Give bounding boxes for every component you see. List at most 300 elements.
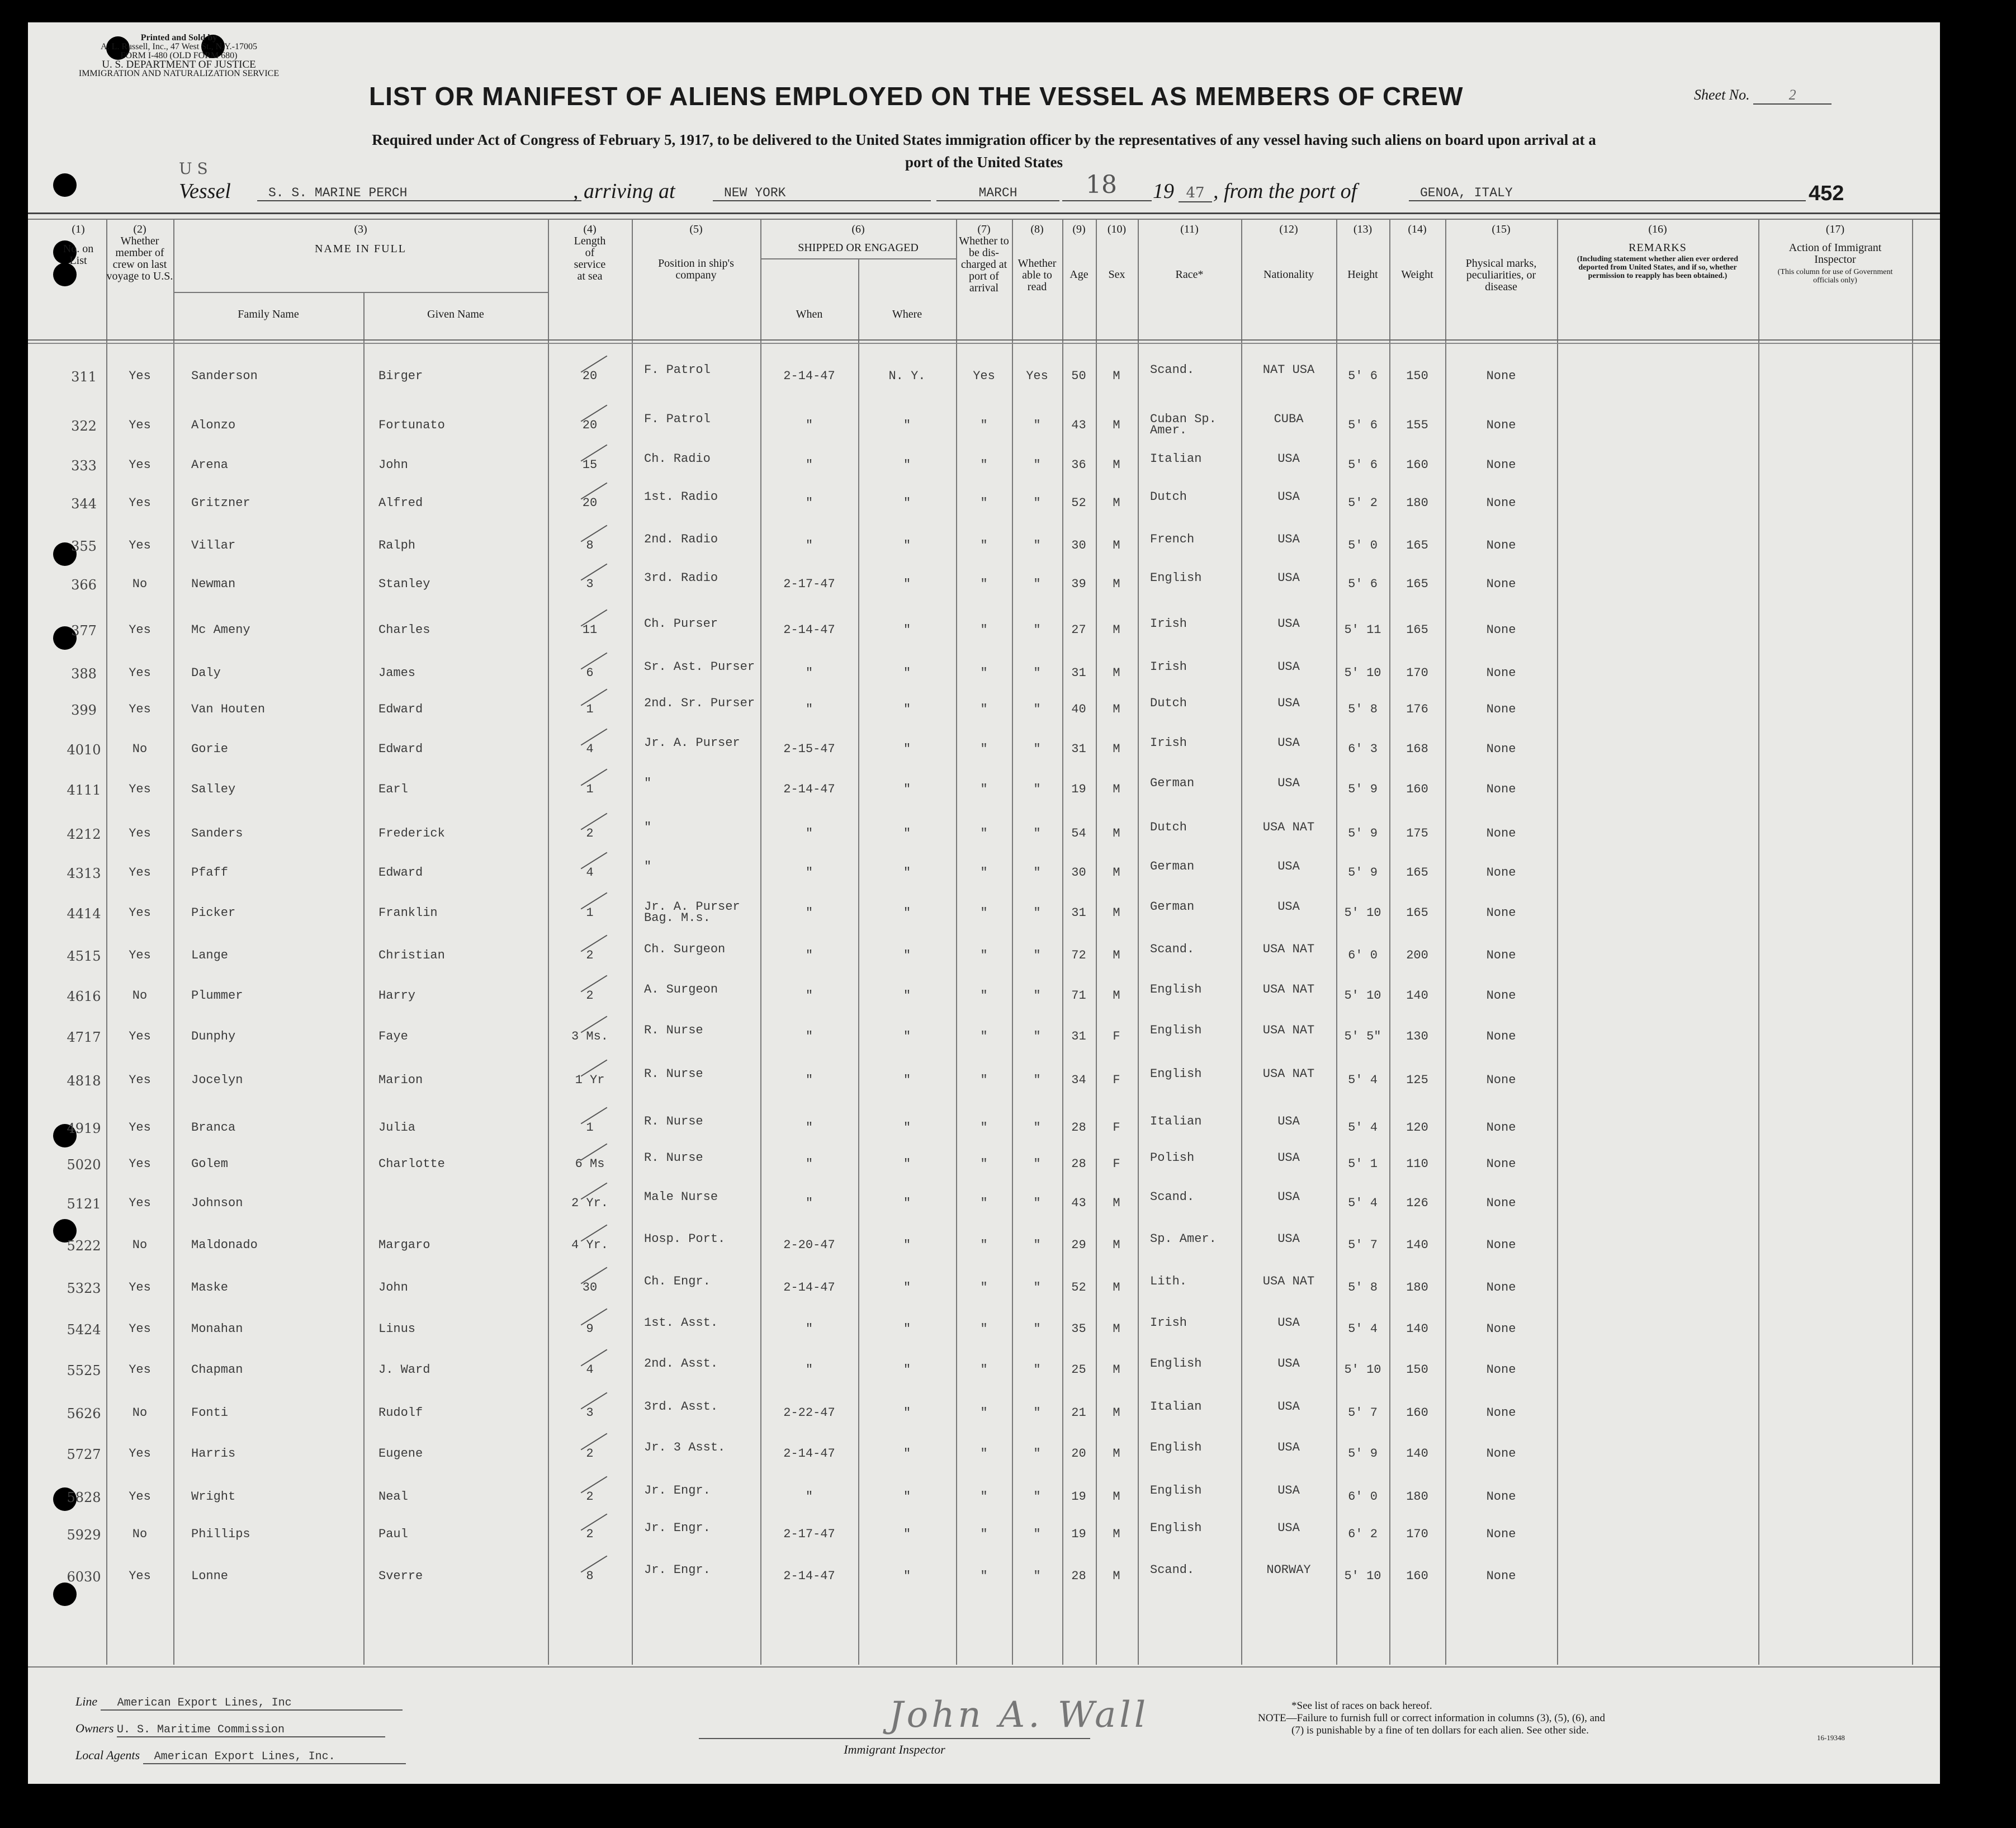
table-cell-age: 29: [1071, 1238, 1086, 1252]
column-rule: [1557, 219, 1558, 1665]
table-cell-marks: None: [1486, 866, 1516, 880]
column-rule: [760, 219, 761, 1665]
column-rule: [956, 219, 957, 1665]
col12-title: Nationality: [1263, 268, 1314, 281]
table-cell-given: Birger: [378, 369, 423, 383]
table-cell-height: 5' 4: [1348, 1073, 1378, 1087]
column-rule: [1758, 219, 1759, 1665]
table-cell-svc: 1: [586, 702, 594, 716]
table-cell-age: 34: [1071, 1073, 1086, 1087]
year: 47: [1179, 185, 1212, 202]
table-cell-marks: None: [1486, 702, 1516, 716]
table-cell-voy: Yes: [129, 1196, 151, 1210]
col4-num: (4): [583, 223, 597, 235]
table-cell-marks: None: [1486, 418, 1516, 432]
table-cell-voy: Yes: [129, 826, 151, 840]
table-cell-height: 6' 0: [1348, 948, 1378, 962]
col3-num: (3): [354, 223, 367, 235]
table-cell-height: 5' 10: [1344, 666, 1381, 680]
table-cell-given: Eugene: [378, 1447, 423, 1461]
table-cell-read: ": [1033, 458, 1041, 472]
column-rule: [1336, 219, 1337, 1665]
table-cell-age: 31: [1071, 906, 1086, 920]
table-cell-age: 19: [1071, 782, 1086, 796]
table-cell-marks: None: [1486, 458, 1516, 472]
table-cell-age: 20: [1071, 1447, 1086, 1461]
table-cell-nat: USA NAT: [1262, 1023, 1315, 1037]
col17-header: [1758, 224, 1912, 285]
table-cell-age: 28: [1071, 1569, 1086, 1583]
table-cell-weight: 180: [1406, 1281, 1428, 1295]
table-cell-race: Cuban Sp. Amer.: [1150, 412, 1217, 437]
table-cell-race: Italian: [1150, 452, 1202, 466]
table-cell-age: 31: [1071, 666, 1086, 680]
col7-title: Whether to be dis-charged at port of arrival: [959, 235, 1009, 294]
table-cell-sex: M: [1113, 866, 1120, 880]
table-cell-svc: 6: [586, 666, 594, 680]
table-cell-where: ": [903, 1196, 911, 1210]
table-cell-height: 5' 2: [1348, 496, 1378, 510]
table-cell-height: 5' 9: [1348, 1447, 1378, 1461]
table-cell-weight: 155: [1406, 418, 1428, 432]
table-cell-family: Golem: [191, 1157, 229, 1171]
table-cell-height: 5' 10: [1344, 1569, 1381, 1583]
table-cell-height: 5' 4: [1348, 1196, 1378, 1210]
table-cell-when: ": [805, 1363, 813, 1377]
table-cell-height: 6' 2: [1348, 1527, 1378, 1541]
col15-num: (15): [1492, 223, 1511, 235]
table-cell-age: 52: [1071, 1281, 1086, 1295]
table-cell-svc: 30: [582, 1281, 598, 1295]
table-cell-no: 5424: [67, 1322, 101, 1338]
table-cell-weight: 150: [1406, 369, 1428, 383]
table-cell-no: 333: [71, 458, 97, 474]
table-cell-where: ": [903, 1363, 911, 1377]
table-cell-no: 311: [71, 369, 97, 385]
table-cell-where: ": [903, 1238, 911, 1252]
table-cell-sex: M: [1113, 1363, 1120, 1377]
table-cell-weight: 168: [1406, 742, 1428, 756]
table-cell-marks: None: [1486, 1157, 1516, 1171]
column-rule: [1012, 219, 1013, 1665]
column-rule: [1138, 219, 1139, 1665]
table-cell-race: Irish: [1150, 617, 1187, 631]
signature: John A. Wall: [889, 1694, 1149, 1736]
table-cell-weight: 180: [1406, 1490, 1428, 1504]
column-rule: [173, 219, 174, 1665]
table-cell-read: ": [1033, 623, 1041, 637]
table-cell-sex: M: [1113, 1406, 1120, 1420]
table-cell-svc: 1 Yr: [575, 1073, 605, 1087]
table-cell-marks: None: [1486, 577, 1516, 591]
table-cell-pos: R. Nurse: [644, 1151, 703, 1165]
table-cell-nat: USA: [1277, 776, 1300, 790]
table-cell-no: 388: [71, 666, 97, 682]
owners-label: Owners: [75, 1721, 114, 1735]
table-cell-when: ": [805, 826, 813, 840]
table-cell-race: English: [1150, 1521, 1202, 1535]
table-cell-dis: ": [980, 623, 988, 637]
table-cell-where: ": [903, 1569, 911, 1583]
table-cell-age: 72: [1071, 948, 1086, 962]
table-cell-marks: None: [1486, 1490, 1516, 1504]
col14-header: [1389, 224, 1445, 281]
table-cell-family: Salley: [191, 782, 236, 796]
table-cell-dis: ": [980, 989, 988, 1003]
table-cell-age: 43: [1071, 418, 1086, 432]
table-cell-no: 4313: [67, 866, 101, 881]
table-cell-voy: Yes: [129, 458, 151, 472]
table-cell-height: 5' 7: [1348, 1406, 1378, 1420]
table-cell-when: ": [805, 666, 813, 680]
table-cell-when: ": [805, 989, 813, 1003]
table-cell-weight: 175: [1406, 826, 1428, 840]
col4-title: Length of service at sea: [574, 235, 606, 282]
crew-table: [28, 219, 1940, 1665]
table-cell-pos: 1st. Asst.: [644, 1316, 718, 1330]
table-cell-age: 43: [1071, 1196, 1086, 1210]
table-cell-weight: 160: [1406, 458, 1428, 472]
table-cell-family: Gorie: [191, 742, 229, 756]
table-cell-svc: 2: [586, 1447, 594, 1461]
table-cell-svc: 11: [582, 623, 598, 637]
table-cell-where: ": [903, 742, 911, 756]
table-cell-pos: A. Surgeon: [644, 983, 718, 996]
col8-title: Whether able to read: [1018, 257, 1057, 293]
col9-header: [1062, 224, 1096, 281]
table-cell-race: Lith.: [1150, 1274, 1187, 1288]
table-cell-height: 6' 0: [1348, 1490, 1378, 1504]
col7-header: [956, 224, 1012, 294]
col16-title: REMARKS: [1629, 242, 1687, 254]
footer-rule: [28, 1666, 1940, 1668]
column-rule: [858, 258, 859, 1665]
table-cell-marks: None: [1486, 623, 1516, 637]
service: IMMIGRATION AND NATURALIZATION SERVICE: [78, 69, 280, 78]
table-cell-race: French: [1150, 532, 1195, 546]
table-cell-given: Rudolf: [378, 1406, 423, 1420]
name-subheader-rule: [173, 292, 548, 293]
table-cell-given: Charles: [378, 623, 430, 637]
table-cell-age: 39: [1071, 577, 1086, 591]
table-cell-sex: M: [1113, 539, 1120, 552]
table-cell-nat: USA NAT: [1262, 1067, 1315, 1081]
sheet-label: Sheet No.: [1694, 87, 1750, 103]
note-failure: NOTE—Failure to furnish full or correct information in columns (3), (5), (6), and: [1258, 1712, 1606, 1724]
table-cell-marks: None: [1486, 1073, 1516, 1087]
table-cell-svc: 3 Ms.: [571, 1029, 608, 1043]
table-cell-nat: USA NAT: [1262, 942, 1315, 956]
table-cell-given: Alfred: [378, 496, 423, 510]
table-cell-age: 52: [1071, 496, 1086, 510]
table-cell-when: 2-17-47: [783, 1527, 835, 1541]
table-cell-nat: USA: [1277, 1484, 1300, 1498]
table-cell-voy: Yes: [129, 1157, 151, 1171]
table-cell-height: 5' 6: [1348, 369, 1378, 383]
footer-line: [75, 1694, 403, 1711]
table-cell-when: ": [805, 1196, 813, 1210]
vessel-name: S. S. MARINE PERCH: [257, 186, 581, 201]
table-cell-marks: None: [1486, 539, 1516, 552]
table-cell-pos: Ch. Surgeon: [644, 942, 726, 956]
subtitle-line2: port of the United States: [905, 154, 1063, 171]
table-cell-nat: CUBA: [1274, 412, 1304, 426]
table-cell-when: ": [805, 1490, 813, 1504]
table-cell-weight: 170: [1406, 666, 1428, 680]
table-cell-dis: ": [980, 1029, 988, 1043]
table-cell-weight: 130: [1406, 1029, 1428, 1043]
header-bottom-rule: [28, 339, 1940, 344]
table-cell-dis: ": [980, 1363, 988, 1377]
col9-title: Age: [1069, 268, 1089, 281]
col14-title: Weight: [1401, 268, 1433, 281]
table-cell-sex: F: [1113, 1157, 1120, 1171]
arrival-port: NEW YORK: [713, 186, 931, 201]
table-cell-family: Phillips: [191, 1527, 250, 1541]
table-cell-no: 4818: [67, 1073, 101, 1089]
table-cell-pos: ": [644, 859, 652, 873]
table-cell-svc: 4: [586, 742, 594, 756]
table-cell-height: 5' 9: [1348, 826, 1378, 840]
col6b-header: Where: [892, 308, 922, 320]
table-cell-family: Newman: [191, 577, 236, 591]
table-cell-sex: F: [1113, 1073, 1120, 1087]
table-cell-svc: 20: [582, 418, 598, 432]
col3-title: NAME IN FULL: [315, 243, 406, 255]
table-cell-where: ": [903, 1406, 911, 1420]
table-cell-given: J. Ward: [378, 1363, 430, 1377]
subtitle-line1: Required under Act of Congress of February 5, 1917, to be delivered to the United States immigration officer by the representatives of any vessel having such aliens on board upon arrival at a: [372, 131, 1596, 148]
table-cell-race: English: [1150, 571, 1202, 585]
col16-header: [1557, 224, 1758, 280]
table-cell-where: ": [903, 577, 911, 591]
col17-num: (17): [1825, 223, 1845, 235]
table-cell-read: ": [1033, 1490, 1041, 1504]
table-cell-when: 2-17-47: [783, 577, 835, 591]
table-cell-sex: M: [1113, 702, 1120, 716]
table-cell-voy: Yes: [129, 1121, 151, 1135]
table-cell-pos: 2nd. Sr. Purser: [644, 696, 755, 710]
table-cell-race: English: [1150, 1484, 1202, 1498]
table-cell-race: Scand.: [1150, 363, 1195, 377]
table-cell-given: Marion: [378, 1073, 423, 1087]
table-cell-read: ": [1033, 826, 1041, 840]
table-cell-read: ": [1033, 1121, 1041, 1135]
table-cell-nat: USA: [1277, 736, 1300, 750]
table-cell-voy: Yes: [129, 539, 151, 552]
table-cell-when: ": [805, 1121, 813, 1135]
table-cell-when: 2-14-47: [783, 1569, 835, 1583]
table-cell-marks: None: [1486, 1196, 1516, 1210]
page-number: 452: [1809, 182, 1844, 205]
table-cell-age: 54: [1071, 826, 1086, 840]
table-cell-voy: No: [132, 577, 148, 591]
table-cell-nat: USA: [1277, 532, 1300, 546]
table-cell-no: 5020: [67, 1157, 101, 1173]
table-cell-weight: 165: [1406, 866, 1428, 880]
table-cell-svc: 2: [586, 826, 594, 840]
col1-header: [50, 224, 106, 267]
table-cell-weight: 140: [1406, 1322, 1428, 1336]
col7-num: (7): [977, 223, 991, 235]
table-cell-given: Stanley: [378, 577, 430, 591]
table-cell-given: Margaro: [378, 1238, 430, 1252]
table-cell-height: 5' 1: [1348, 1157, 1378, 1171]
col6a-header: When: [796, 308, 823, 320]
table-cell-family: Maldonado: [191, 1238, 258, 1252]
table-cell-when: 2-20-47: [783, 1238, 835, 1252]
table-cell-read: ": [1033, 1447, 1041, 1461]
table-cell-dis: ": [980, 1490, 988, 1504]
vessel-label: Vessel: [179, 180, 231, 203]
table-cell-height: 5' 6: [1348, 458, 1378, 472]
col1-title: No. on List: [63, 243, 94, 267]
table-cell-read: ": [1033, 742, 1041, 756]
table-cell-when: ": [805, 496, 813, 510]
table-cell-voy: No: [132, 742, 148, 756]
table-cell-voy: Yes: [129, 782, 151, 796]
table-cell-pos: Jr. Engr.: [644, 1521, 711, 1535]
table-cell-nat: USA: [1277, 490, 1300, 504]
table-cell-weight: 176: [1406, 702, 1428, 716]
table-cell-dis: ": [980, 906, 988, 920]
col8-num: (8): [1030, 223, 1044, 235]
col4-header: [548, 224, 632, 282]
agents-label: Local Agents: [75, 1748, 140, 1762]
table-cell-pos: Ch. Purser: [644, 617, 718, 631]
table-cell-svc: 4 Yr.: [571, 1238, 608, 1252]
table-cell-marks: None: [1486, 1322, 1516, 1336]
table-cell-weight: 150: [1406, 1363, 1428, 1377]
table-cell-given: Linus: [378, 1322, 416, 1336]
table-cell-when: 2-14-47: [783, 1281, 835, 1295]
sheet-value: 2: [1753, 87, 1832, 105]
col9-num: (9): [1072, 223, 1086, 235]
table-cell-pos: R. Nurse: [644, 1023, 703, 1037]
table-cell-when: 2-22-47: [783, 1406, 835, 1420]
table-cell-sex: M: [1113, 418, 1120, 432]
table-cell-race: Scand.: [1150, 942, 1195, 956]
table-cell-pos: R. Nurse: [644, 1067, 703, 1081]
table-cell-pos: ": [644, 820, 652, 834]
table-cell-height: 5' 4: [1348, 1121, 1378, 1135]
table-cell-family: Plummer: [191, 989, 243, 1003]
table-cell-dis: ": [980, 577, 988, 591]
table-cell-where: ": [903, 782, 911, 796]
table-cell-pos: F. Patrol: [644, 412, 711, 426]
table-cell-read: ": [1033, 1029, 1041, 1043]
table-cell-race: German: [1150, 859, 1195, 873]
line-label: Line: [75, 1694, 98, 1708]
table-cell-marks: None: [1486, 1447, 1516, 1461]
department: U. S. DEPARTMENT OF JUSTICE: [102, 59, 256, 70]
table-cell-where: N. Y.: [888, 369, 926, 383]
table-cell-race: Sp. Amer.: [1150, 1232, 1217, 1246]
table-cell-race: Irish: [1150, 660, 1187, 674]
table-cell-family: Alonzo: [191, 418, 236, 432]
table-cell-sex: M: [1113, 906, 1120, 920]
table-cell-svc: 2: [586, 1527, 594, 1541]
table-cell-voy: Yes: [129, 1490, 151, 1504]
table-cell-read: ": [1033, 948, 1041, 962]
table-cell-weight: 140: [1406, 1447, 1428, 1461]
table-cell-age: 31: [1071, 1029, 1086, 1043]
col5-title: Position in ship's company: [658, 257, 734, 281]
table-cell-weight: 125: [1406, 1073, 1428, 1087]
note-fine: (7) is punishable by a fine of ten dollars for each alien. See other side.: [1291, 1725, 1589, 1736]
table-cell-race: Italian: [1150, 1114, 1202, 1128]
table-cell-when: 2-14-47: [783, 623, 835, 637]
table-cell-voy: Yes: [129, 1281, 151, 1295]
col5-header: [632, 224, 760, 281]
table-cell-when: ": [805, 702, 813, 716]
table-cell-when: ": [805, 1073, 813, 1087]
table-cell-voy: Yes: [129, 1322, 151, 1336]
table-cell-read: ": [1033, 1569, 1041, 1583]
table-cell-voy: Yes: [129, 666, 151, 680]
table-cell-sex: M: [1113, 369, 1120, 383]
col6-num: (6): [851, 223, 865, 235]
sheet-number: [1694, 87, 1832, 105]
table-cell-sex: M: [1113, 1196, 1120, 1210]
table-cell-height: 5' 5": [1344, 1029, 1381, 1043]
year-prefix: 19: [1153, 180, 1174, 203]
table-cell-age: 25: [1071, 1363, 1086, 1377]
printer-line2: A. L. Russell, Inc., 47 West St., N.Y.-17005: [101, 42, 257, 51]
table-cell-sex: M: [1113, 1490, 1120, 1504]
table-cell-family: Lange: [191, 948, 229, 962]
table-cell-no: 5727: [67, 1447, 101, 1462]
arrival-day-underline: [1062, 200, 1152, 201]
col6-title: SHIPPED OR ENGAGED: [798, 242, 919, 254]
col13-header: [1336, 224, 1389, 281]
table-cell-family: Chapman: [191, 1363, 243, 1377]
table-cell-family: Sanderson: [191, 369, 258, 383]
table-cell-race: German: [1150, 900, 1195, 914]
table-cell-svc: 9: [586, 1322, 594, 1336]
table-cell-no: 5222: [67, 1238, 101, 1254]
table-cell-age: 40: [1071, 702, 1086, 716]
table-cell-given: Ralph: [378, 539, 416, 552]
col16-num: (16): [1648, 223, 1667, 235]
col11-num: (11): [1180, 223, 1199, 235]
table-cell-age: 36: [1071, 458, 1086, 472]
table-cell-given: James: [378, 666, 416, 680]
from-port-label: , from the port of: [1213, 180, 1357, 203]
table-cell-nat: USA NAT: [1262, 983, 1315, 996]
table-cell-no: 5828: [67, 1490, 101, 1505]
table-cell-nat: USA: [1277, 1357, 1300, 1371]
table-cell-family: Gritzner: [191, 496, 250, 510]
table-cell-family: Monahan: [191, 1322, 243, 1336]
signature-line: [699, 1738, 1090, 1739]
table-cell-family: Daly: [191, 666, 221, 680]
table-cell-read: ": [1033, 418, 1041, 432]
table-cell-height: 5' 10: [1344, 906, 1381, 920]
table-cell-dis: ": [980, 826, 988, 840]
table-cell-no: 344: [71, 496, 97, 512]
table-cell-where: ": [903, 1490, 911, 1504]
table-cell-marks: None: [1486, 369, 1516, 383]
table-cell-marks: None: [1486, 906, 1516, 920]
table-cell-sex: F: [1113, 1029, 1120, 1043]
table-cell-given: Neal: [378, 1490, 408, 1504]
table-cell-voy: No: [132, 989, 148, 1003]
column-rule: [1389, 219, 1390, 1665]
table-cell-voy: Yes: [129, 623, 151, 637]
table-cell-sex: M: [1113, 782, 1120, 796]
table-cell-marks: None: [1486, 1406, 1516, 1420]
